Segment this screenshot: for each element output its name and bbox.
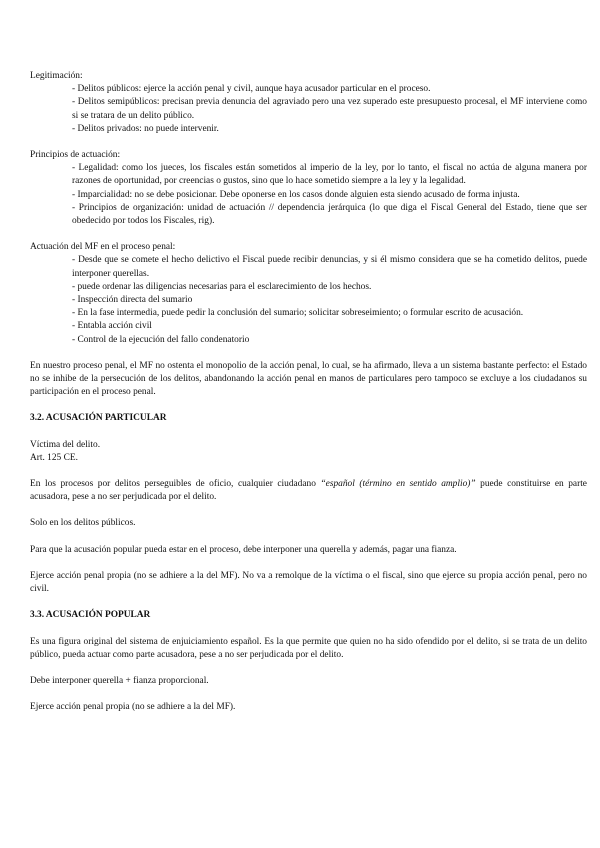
section-heading-acusacion-popular: 3.3. ACUSACIÓN POPULAR (30, 610, 151, 621)
list-item: - En la fase intermedia, puede pedir la conclusión del sumario; solicitar sobreseimiento; o formular escrito de acusación. (72, 308, 524, 319)
list-item: - Delitos públicos: ejerce la acción penal y civil, aunque haya acusador particular en el proceso. (72, 84, 431, 95)
list-item: - Delitos privados: no puede intervenir. (72, 123, 219, 134)
paragraph-accion-propia-popular: Ejerce acción penal propia (no se adhiere a la del MF). (30, 702, 236, 713)
list-item: - Principios de organización: unidad de actuación // dependencia jerárquica (lo que diga el Fiscal General del Estado, tiene que ser obedecido por todos los Fiscales, rig). (72, 202, 587, 227)
paragraph-solo: Solo en los delitos públicos. (30, 518, 136, 529)
article-line: Art. 125 CE. (30, 452, 78, 463)
section-heading-acusacion-particular: 3.2. ACUSACIÓN PARTICULAR (30, 413, 167, 424)
victima-line: Víctima del delito. (30, 439, 101, 450)
text-span: En los procesos por delitos perseguibles de oficio, cualquier ciudadano (30, 479, 321, 490)
paragraph-procesos (30, 478, 587, 504)
actuacion-title: Actuación del MF en el proceso penal: (30, 242, 176, 253)
paragraph-figura: Es una figura original del sistema de enjuiciamiento español. Es la que permite que quien no ha sido ofendido por el delito, si se trata de un delito público, pueda actuar como parte acusadora, pese a no ser perjudicada por el delito. (30, 636, 587, 660)
list-item: - Desde que se comete el hecho delictivo el Fiscal puede recibir denuncias, y si él mismo considera que se ha cometido delitos, puede interponer querellas. (72, 255, 587, 279)
actuacion-list (30, 254, 587, 346)
principios-title: Principios de actuación: (30, 150, 121, 161)
paragraph-accion-propia: Ejerce acción penal propia (no se adhiere a la del MF). No va a remolque de la víctima o el fiscal, sino que ejerce su propia acción penal, pero no civil. (30, 570, 587, 595)
list-item: - Delitos semipúblicos: precisan previa denuncia del agraviado pero una vez superado este presupuesto procesal, el MF interviene como si se tratara de un delito público. (72, 97, 587, 121)
document-page (30, 70, 587, 714)
list-item: - Legalidad: como los jueces, los fiscales están sometidos al imperio de la ley, por lo tanto, el fiscal no actúa de alguna manera por razones de oportunidad, por creencias o gustos, sino que lo hace sometido siempre a la ley y la legalidad. (72, 163, 587, 187)
text-span: puede constituirse en parte acusadora, pese a no ser perjudicada por el delito. (30, 479, 587, 503)
legitimacion-title: Legitimación: (30, 71, 83, 81)
paragraph-querella: Para que la acusación popular pueda estar en el proceso, debe interponer una querella y además, pagar una fianza. (30, 544, 457, 555)
list-item: - Inspección directa del sumario (72, 295, 193, 306)
principios-list (30, 162, 587, 228)
paragraph-mf: En nuestro proceso penal, el MF no ostenta el monopolio de la acción penal, lo cual, se ha afirmado, lleva a un sistema bastante perfecto: el Estado no se inhibe de la persecución de los delitos, abandonando la acción penal en manos de particulares pero tampoco se excluye a los ciudadanos su participación en el proceso penal. (30, 360, 587, 398)
list-item: - Control de la ejecución del fallo condenatorio (72, 334, 250, 345)
quote-span: “español (término en sentido amplio)” (320, 479, 476, 490)
list-item: - Entabla acción civil (72, 321, 152, 332)
list-item: - puede ordenar las diligencias necesarias para el esclarecimiento de los hechos. (72, 281, 372, 292)
list-item: - Imparcialidad: no se debe posicionar. Debe oponerse en los casos donde alguien esta siendo acusado de forma injusta. (72, 189, 520, 200)
paragraph-fianza: Debe interponer querella + fianza proporcional. (30, 675, 209, 686)
legitimacion-list (30, 83, 587, 136)
